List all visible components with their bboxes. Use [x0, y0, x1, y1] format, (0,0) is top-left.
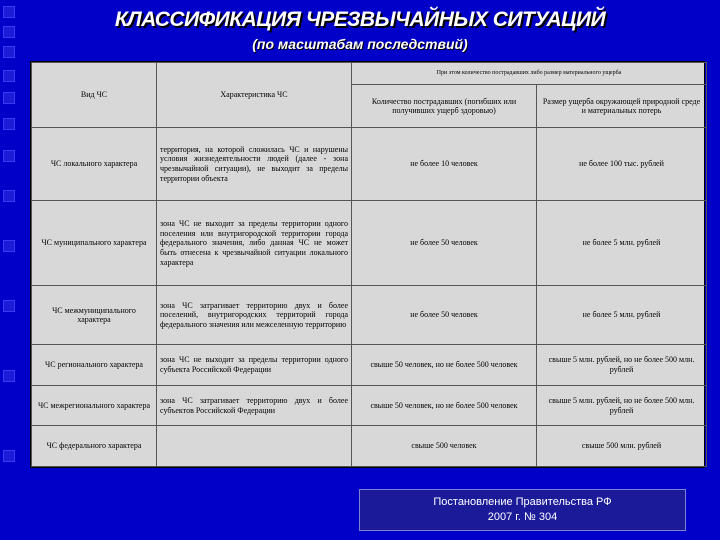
header-characteristic: Характеристика ЧС: [157, 63, 352, 128]
header-victims: Количество пострадавших (погибших или получивших ущерб здоровью): [352, 85, 537, 128]
table-header-row: [32, 63, 707, 85]
row-victims: свыше 50 человек, но не более 500 человек: [352, 345, 537, 386]
table-row: [32, 385, 707, 426]
table-row: [32, 426, 707, 467]
footer-reference: [359, 489, 686, 531]
table-row: [32, 286, 707, 345]
row-type: ЧС межмуниципального характера: [32, 286, 157, 345]
row-victims: не более 50 человек: [352, 286, 537, 345]
row-characteristic: зона ЧС затрагивает территорию двух и более субъектов Российской Федерации: [157, 385, 352, 426]
row-victims: не более 50 человек: [352, 201, 537, 286]
table-row: [32, 127, 707, 200]
row-damage: свыше 5 млн. рублей, но не более 500 млн. рублей: [537, 385, 707, 426]
header-damage: Размер ущерба окружающей природной среде и материальных потерь: [537, 85, 707, 128]
row-type: ЧС регионального характера: [32, 345, 157, 386]
row-type: ЧС межрегионального характера: [32, 385, 157, 426]
footer-line1: Постановление Правительства РФ: [433, 496, 612, 508]
row-type: ЧС муниципального характера: [32, 201, 157, 286]
header-note: При этом количество пострадавших либо размер материального ущерба: [352, 63, 707, 85]
footer-line2: 2007 г. № 304: [487, 510, 558, 523]
classification-table: [30, 61, 705, 468]
row-damage: свыше 500 млн. рублей: [537, 426, 707, 467]
row-victims: не более 10 человек: [352, 127, 537, 200]
row-damage: не более 5 млн. рублей: [537, 201, 707, 286]
row-characteristic: зона ЧС не выходит за пределы территории одного субъекта Российской Федерации: [157, 345, 352, 386]
row-characteristic: территория, на которой сложилась ЧС и нарушены условия жизнедеятельности людей (далее - зона чрезвычайной ситуации), не выходит за пределы территории объекта: [157, 127, 352, 200]
row-type: ЧС локального характера: [32, 127, 157, 200]
row-damage: не более 100 тыс. рублей: [537, 127, 707, 200]
row-characteristic: [157, 426, 352, 467]
row-damage: не более 5 млн. рублей: [537, 286, 707, 345]
header-type: Вид ЧС: [32, 63, 157, 128]
page-title: КЛАССИФИКАЦИЯ ЧРЕЗВЫЧАЙНЫХ СИТУАЦИЙ: [114, 8, 606, 31]
row-damage: свыше 5 млн. рублей, но не более 500 млн. рублей: [537, 345, 707, 386]
row-type: ЧС федерального характера: [32, 426, 157, 467]
row-victims: свыше 500 человек: [352, 426, 537, 467]
row-victims: свыше 50 человек, но не более 500 человек: [352, 385, 537, 426]
table-row: [32, 201, 707, 286]
page-subtitle: (по масштабам последствий): [252, 36, 468, 52]
decorative-squares: [0, 0, 20, 540]
row-characteristic: зона ЧС затрагивает территорию двух и более поселений, внутригородских территорий города федерального значения или межселенную территорию: [157, 286, 352, 345]
table-row: [32, 345, 707, 386]
row-characteristic: зона ЧС не выходит за пределы территории одного поселения или внутригородской территории города федерального значения, либо данная ЧС не может быть отнесена к чрезвычайной ситуации локального характера: [157, 201, 352, 286]
